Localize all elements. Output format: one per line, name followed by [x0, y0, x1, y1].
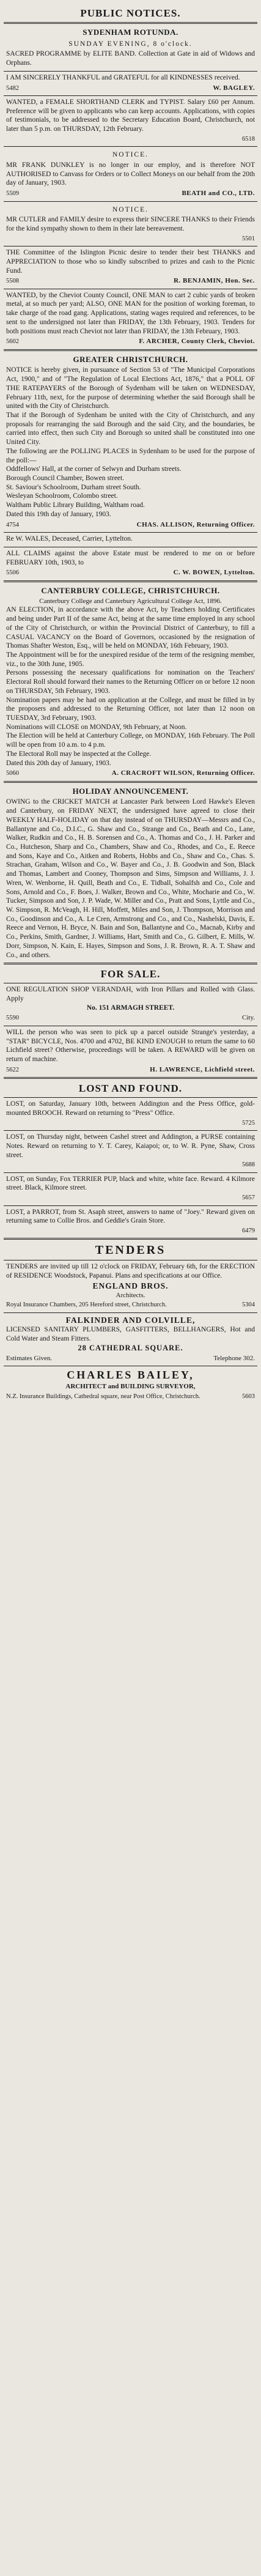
ad-signature: A. CRACROFT WILSON, Returning Officer. [111, 769, 255, 777]
notice-ad [4, 72, 257, 95]
signature-row [6, 1065, 255, 1074]
ad-body: Persons possessing the necessary qualifications for nomination on the Teachers' Electoral Roll should forward their names to the Returning Officer on or before 12 noon on THURSDAY, 5th February, 1903. [6, 669, 255, 695]
ad-ref: 5622 [6, 1066, 19, 1073]
signature-row [6, 337, 255, 346]
ad-subheading: Canterbury College and Canterbury Agricultural College Act, 1896. [39, 598, 222, 605]
greater-christchurch-ad [4, 351, 257, 532]
polling-place: Oddfellows' Hall, at the corner of Selwyn and Durham streets. [6, 465, 182, 473]
ad-body: The Appointment will be for the unexpired residue of the term of the resigning member, viz., to the 30th June, 1905. [6, 651, 255, 668]
holiday-ad [4, 783, 257, 963]
firm-name: ENGLAND BROS. [92, 1281, 169, 1290]
ad-signature: W. BAGLEY. [213, 84, 255, 92]
ad-body: That if the Borough of Sydenham be united with the City of Christchurch, and any proposals for rearranging the said Borough and the said City, and the boundaries, be carried into effect, then such City and Borough so united shall be constituted into one United City. [6, 412, 255, 446]
ad-body: LICENSED SANITARY PLUMBERS, GASFITTERS, BELLHANGERS, Hot and Cold Water and Steam Fitters. [6, 1325, 255, 1342]
ad-ref: 5060 [6, 770, 19, 777]
ad-date: Dated this 20th day of January, 1903. [6, 759, 111, 767]
ad-date: Dated this 19th day of January, 1903. [6, 510, 111, 518]
ad-signature: R. BENJAMIN, Hon. Sec. [174, 277, 255, 285]
ad-body: TENDERS are invited up till 12 o'clock on FRIDAY, February 6th, for the ERECTION of RESIDENCE Woodstock, Papanui. Plans and specifications at our Office. [6, 1263, 255, 1280]
lost-ad [4, 1206, 257, 1238]
ad-heading: GREATER CHRISTCHURCH. [73, 354, 188, 364]
ad-body: WILL the person who was seen to pick up a parcel outside Strange's yesterday, a "STAR" BICYCLE, Nos. 4700 and 4702, BE KIND ENOUGH to return the same to 60 Lichfield street? Otherwise, proceedings will be taken. A REWARD will be given on return of machine. [6, 1028, 255, 1064]
ad-place: City. [242, 1014, 255, 1022]
ad-body: SACRED PROGRAMME by ELITE BAND. Collection at Gate in aid of Widows and Orphans. [6, 50, 255, 67]
ad-address: N.Z. Insurance Buildings, Cathedral square, near Post Office, Christchurch. [6, 1393, 200, 1400]
ad-signature: BEATH and CO., LTD. [182, 190, 255, 198]
signature-row [6, 1301, 255, 1309]
ad-body: LOST, a PARROT, from St. Asaph street, answers to name of "Joey." Reward given on returning same to Collie Bros. and Geddie's Grain Store. [6, 1208, 255, 1225]
tender-ad [4, 1260, 257, 1312]
divider [4, 1077, 257, 1079]
firm-subtitle: ARCHITECT and BUILDING SURVEYOR, [65, 1383, 196, 1391]
for-sale-ad [4, 983, 257, 1026]
ad-signature: C. W. BOWEN, Lyttelton. [173, 569, 255, 577]
section-title: PUBLIC NOTICES. [80, 7, 181, 19]
polling-place: St. Saviour's Schoolroom, Durham street South. [6, 483, 141, 491]
ad-signature: H. LAWRENCE, Lichfield street. [150, 1065, 255, 1073]
ad-body: Nomination papers may be had on application at the College, and must be filled in by the proposers and addressed to the Returning Officer, not later than 12 noon on TUESDAY, 3rd February, 1903. [6, 696, 255, 722]
lost-ad [4, 1173, 257, 1205]
ad-signature: CHAS. ALLISON, Returning Officer. [136, 520, 255, 528]
ad-ref: 4754 [6, 521, 19, 528]
ad-ref: 5688 [242, 1161, 255, 1169]
ad-body: OWING to the CRICKET MATCH at Lancaster Park between Lord Hawke's Eleven and Canterbury, on FRIDAY NEXT, the undersigned have agreed to close their WEEKLY HALF-HOLIDAY on that day instead of on THURSDAY—Messrs and Co., Ballantyne and Co., D.I.C., G. Shaw and Co., Strange and Co., Beath and Co., Lane, Walker, Rudkin and Co., H. B. Sorensen and Co., A. Thomas and Co., J. H. Parker and Co., Hutcheson, Sharp and Co., Chambers, Shaw and Co., Rhodes, and Co., E. Reece and Sons, Kaye and Co., Aitken and Roberts, Hobbs and Co., Shaw and Co., Chas. S. Strachan, Graham, Wilson and Co., W. Bayer and Co., J. B. Goodwin and Son, Black and Thomas, Lambert and Cooney, Thompson and Sims, Simpson and Williams, J. J. Wren, W. Wenborne, H. Quill, Beath and Co., E. Tidball, Sohalfsh and Co., Cole and Sons, Arnold and Co., F. Boes, J. Walker, Brown and Co., White, Mocharie and Co., W. Tucker, Simpson and Son, J. P. Wade, W. Miller and Co., Pratt and Sons, Lyttle and Co., W. Simpson, R. McVeagh, H. Hill, Moffett, Miles and Son, J. Thompson, Morrison and Co., Goodinson and Co., A. Le Cren, Armstrong and Co., and Co., Nashelski, Davis, E. Reece and Vernon, H. Bryce, N. Bain and Son, Ballantyne and Co., Macnab, Kirby and Co., Perkins, Smith, Gardner, J. Williams, Hart, Smith and Co., G. Gilbert, E. Mills, W. Dorr, Simpson, N. Kain, E. Hayes, Simpson and Sons, J. R. Brown, R. A. T. Shaw and Co., and others. [6, 798, 255, 959]
canterbury-college-ad [4, 582, 257, 781]
lost-ad [4, 1131, 257, 1172]
section-title: TENDERS [95, 1243, 166, 1257]
firm-name: FALKINDER AND COLVILLE, [65, 1315, 196, 1325]
estate-claims-ad [4, 547, 257, 580]
section-title: FOR SALE. [100, 968, 161, 980]
lost-ad [4, 1098, 257, 1130]
ad-body: LOST, on Thursday night, between Cashel street and Addington, a PURSE containing Notes. Reward on returning to Y. T. Carey, Kaiapoi; or, to W. R. Pyne, Shaw, Cross street. [6, 1133, 255, 1159]
polling-place: Borough Council Chamber, Bowen street. [6, 475, 125, 483]
ad-ref: 5657 [242, 1194, 255, 1202]
for-sale-ad [4, 1026, 257, 1077]
ad-address: No. 151 ARMAGH STREET. [86, 1004, 175, 1012]
signature-row [6, 189, 255, 198]
ad-heading: CANTERBURY COLLEGE, CHRISTCHURCH. [41, 585, 220, 595]
ad-body: Nominations will CLOSE on MONDAY, 9th February, at Noon. [6, 723, 187, 731]
ad-ref: 5590 [6, 1015, 19, 1022]
notice-ad [4, 147, 257, 201]
ad-footer: Estimates Given. [6, 1355, 53, 1363]
ad-ref: 5508 [6, 278, 19, 285]
ad-telephone: Telephone 302. [213, 1355, 255, 1363]
ad-body: MR FRANK DUNKLEY is no longer in our employ, and is therefore NOT AUTHORISED to Canvass for Orders or to Collect Moneys on our behalf from the 20th day of January, 1903. [6, 161, 255, 187]
signature-row [6, 1393, 255, 1401]
public-notices-section [4, 7, 257, 964]
signature-row [6, 520, 255, 529]
notice-ad [4, 202, 257, 246]
signature-row [6, 276, 255, 285]
ad-body: LOST, on Sunday, Fox TERRIER PUP, black and white, white face. Reward. 4 Kilmore street. Black, Kilmore street. [6, 1175, 255, 1192]
plumbers-ad [4, 1313, 257, 1366]
firm-subtitle: Architects. [116, 1292, 145, 1300]
ad-body: WANTED, by the Cheviot County Council, ONE MAN to cart 2 cubic yards of broken metal, at so much per yard; ALSO, ONE MAN for the position of working foreman, to take charge of the road gang. Applications, stating wages required and references, to be sent to the undersigned not later than FRIDAY, the 13th February, 1903. Tenders for both positions must reach Cheviot not later than FRIDAY, the 13th February, 1903. [6, 291, 255, 335]
signature-row [6, 235, 255, 243]
ad-ref: 5603 [242, 1393, 255, 1400]
ad-ref: 5304 [242, 1301, 255, 1309]
ad-body: NOTICE is hereby given, in pursuance of Section 53 of "The Municipal Corporations Act, 1900," and of "The Regulation of Local Elections Act, 1876," that a POLL OF THE RATEPAYERS of the Borough of Sydenham will be taken on WEDNESDAY, February 11th, next, for the purpose of determining whether the said Borough shall be united with the City of Christchurch. [6, 366, 255, 410]
ad-body: I AM SINCERELY THANKFUL and GRATEFUL for all KINDNESSES received. [6, 73, 240, 81]
signature-row [6, 1161, 255, 1169]
ad-body: LOST, on Saturday, January 10th, between Addington and the Press Office, gold-mounted BROOCH. Reward on returning to "Press" Office. [6, 1100, 255, 1117]
ad-body: AN ELECTION, in accordance with the above Act, by Teachers holding Certificates and being under Part II of the same Act, being at the same time employed in any school of the City of Christchurch, or within the Provincial District of Canterbury, to fill a CASUAL VACANCY on the Board of Governors, occasioned by the resignation of Thomas Shafter Weston, Esq., will be held on MONDAY, 16th February, 1903. [6, 606, 255, 650]
ad-ref: 5509 [6, 190, 19, 198]
ad-address: 28 CATHEDRAL SQUARE. [78, 1344, 183, 1353]
ad-heading: SYDENHAM ROTUNDA. [83, 28, 178, 37]
ad-subheading: SUNDAY EVENING, 8 o'clock. [68, 40, 193, 48]
ad-body: The Election will be held at Canterbury College, on MONDAY, 16th February. The Poll will be open from 10 a.m. to 4 p.m. [6, 732, 255, 749]
signature-row [6, 1013, 255, 1022]
ad-body: ALL CLAIMS against the above Estate must be rendered to me on or before FEBRUARY 10th, 1903, to [6, 549, 255, 566]
ad-ref: 5602 [6, 338, 19, 346]
notice-ad [4, 24, 257, 71]
ad-heading: NOTICE. [112, 205, 149, 213]
newspaper-page [4, 0, 257, 1404]
section-title: LOST AND FOUND. [78, 1083, 183, 1095]
divider [4, 1238, 257, 1240]
ad-ref: 6518 [242, 135, 255, 142]
signature-row [6, 135, 255, 143]
ad-heading: HOLIDAY ANNOUNCEMENT. [72, 786, 189, 796]
signature-row [6, 1227, 255, 1235]
lost-found-section [4, 1083, 257, 1240]
notice-ad [4, 246, 257, 289]
ad-body: WANTED, a FEMALE SHORTHAND CLERK and TYPIST. Salary £60 per Annum. Preference will be given to applicants who can keep accounts. Applications, with copies of testimonials, to be addressed to the Secretary Education Board, Christchurch, not later than 5 p.m. on THURSDAY, 12th February. [6, 98, 255, 133]
signature-row [6, 1354, 255, 1363]
notice-ad [4, 96, 257, 146]
architect-ad [4, 1366, 257, 1404]
signature-row [6, 1119, 255, 1127]
ad-address: Royal Insurance Chambers, 205 Hereford street, Christchurch. [6, 1301, 167, 1309]
ad-ref: 5506 [6, 569, 19, 577]
signature-row [6, 84, 255, 92]
ad-ref: 5501 [242, 235, 255, 242]
ad-signature: F. ARCHER, County Clerk, Cheviot. [139, 338, 255, 346]
tenders-section [4, 1243, 257, 1404]
polling-place: Waltham Public Library Building, Waltham road. [6, 502, 145, 509]
ad-ref: 5725 [242, 1119, 255, 1127]
polling-place: Wesleyan Schoolroom, Colombo street. [6, 492, 118, 500]
ad-body: THE Committee of the Islington Picnic desire to tender their best THANKS and APPRECIATION to those who so kindly subscribed to prizes and cash to the Picnic Fund. [6, 249, 255, 275]
signature-row [6, 1194, 255, 1202]
ad-ref: 5482 [6, 84, 19, 92]
ad-body: Re W. WALES, Deceased, Carrier, Lyttelton. [6, 535, 133, 543]
signature-row [6, 568, 255, 577]
divider [4, 963, 257, 964]
firm-name: CHARLES BAILEY, [67, 1369, 194, 1382]
signature-row [6, 769, 255, 777]
estate-ad [4, 533, 257, 547]
notice-ad [4, 289, 257, 349]
ad-heading: NOTICE. [112, 151, 149, 159]
ad-body: The Electoral Roll may be inspected at the College. [6, 750, 152, 758]
ad-ref: 6479 [242, 1227, 255, 1234]
ad-body: ONE REGULATION SHOP VERANDAH, with Iron Pillars and Rolled with Glass. Apply [6, 986, 255, 1003]
ad-body: MR CUTLER and FAMILY desire to express their SINCERE THANKS to their Friends for the kind sympathy shown to them in their late bereavement. [6, 216, 255, 232]
for-sale-section [4, 968, 257, 1079]
ad-body: The following are the POLLING PLACES in Sydenham to be used for the purpose of the poll:— [6, 447, 255, 464]
